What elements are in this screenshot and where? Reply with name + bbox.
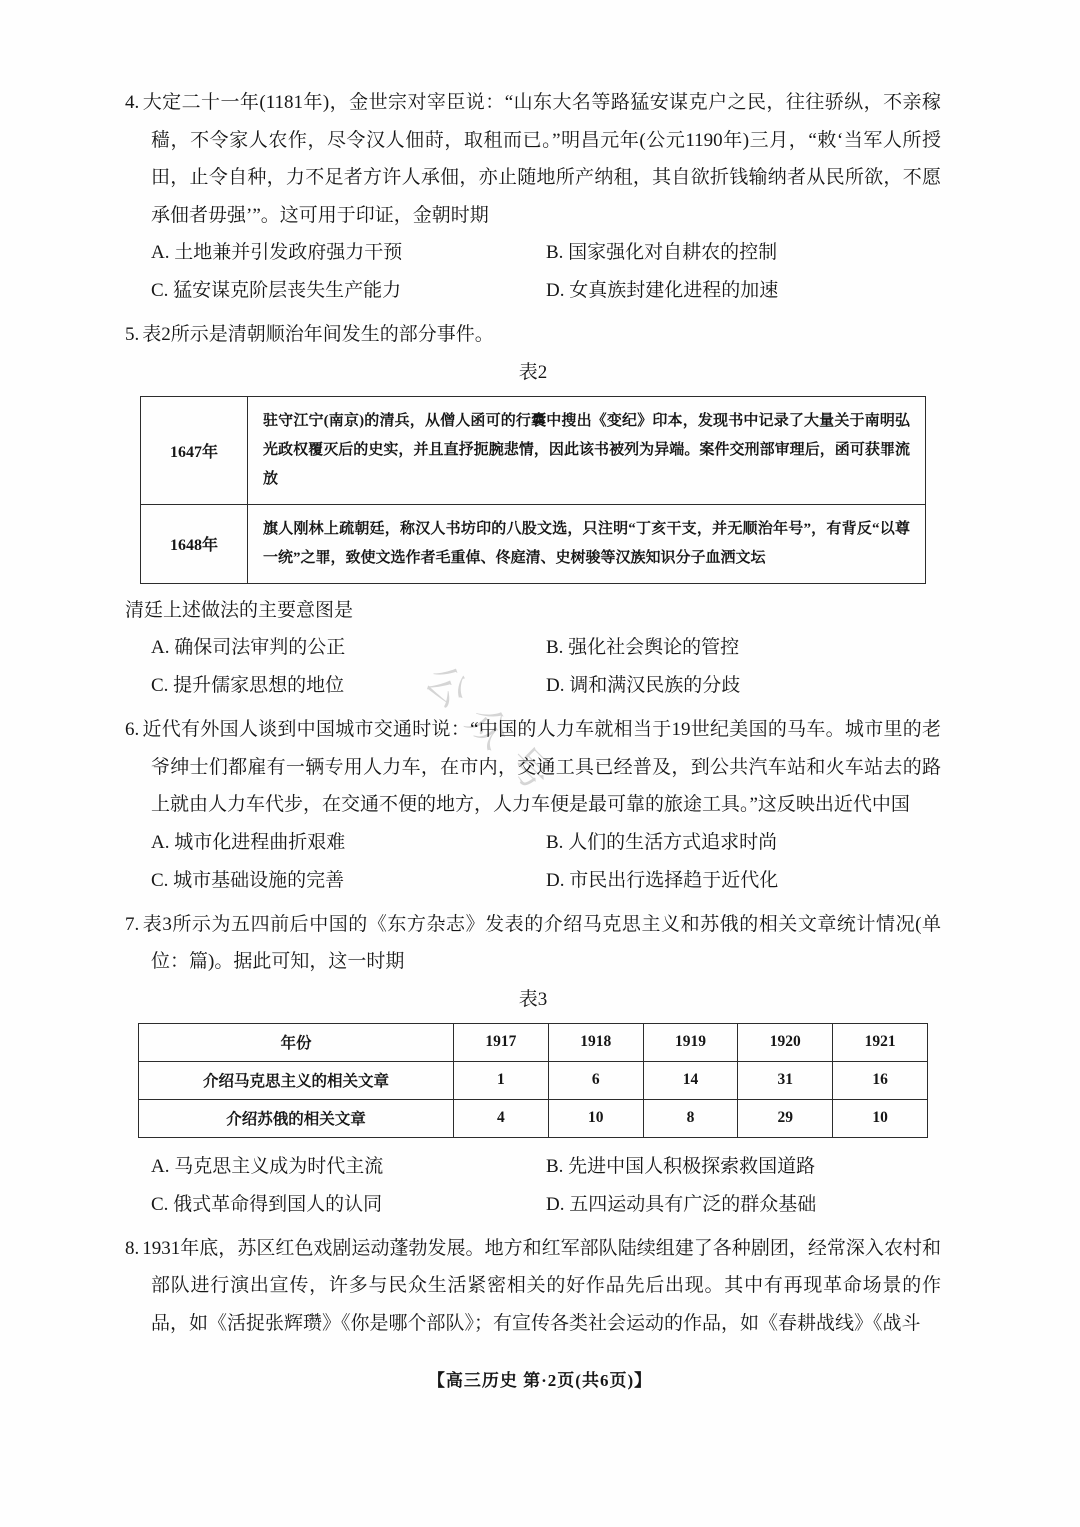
question-4-text: 大定二十一年(1181年)，金世宗对宰臣说：“山东大名等路猛安谋克户之民，往往骄纵，不亲稼穑，不令家人农作，尽令汉人佃莳，取租而已。”明昌元年(公元1190年)三月，“敕‘当军人所授田，止令自种，力不足者方许人承佃，亦止随地所产纳租，其自欲折钱输纳者从民所欲，不愿承佃者毋强’”。这可用于印证，金朝时期 [142, 92, 941, 226]
table-3-cell: 介绍马克思主义的相关文章 [139, 1061, 454, 1099]
question-6-text: 近代有外国人谈到中国城市交通时说：“中国的人力车就相当于19世纪美国的马车。城市里的老爷绅士们都雇有一辆专用人力车，在市内，交通工具已经普及，到公共汽车站和火车站去的路上就由人力车代步，在交通不便的地方，人力车便是最可靠的旅途工具。”这反映出近代中国 [142, 719, 941, 815]
question-5-option-b: B. 强化社会舆论的管控 [546, 637, 740, 658]
table-3-header-cell: 1920 [738, 1023, 833, 1061]
table-3-cell: 29 [738, 1099, 833, 1137]
table-3-header-cell: 1919 [643, 1023, 738, 1061]
question-6-number: 6. [125, 719, 140, 740]
question-5-option-c: C. 提升儒家思想的地位 [151, 675, 345, 696]
question-6-option-b: B. 人们的生活方式追求时尚 [546, 831, 778, 853]
question-7-stem [125, 906, 941, 981]
table-3-soviet-row [139, 1099, 928, 1137]
question-7-option-d: D. 五四运动具有广泛的群众基础 [546, 1193, 817, 1215]
table-3-cell: 10 [833, 1099, 928, 1137]
question-4-option-a: A. 土地兼并引发政府强力干预 [151, 242, 403, 263]
table-3-cell: 介绍苏俄的相关文章 [139, 1099, 454, 1137]
question-5-stem [125, 316, 941, 354]
table-3 [138, 1023, 928, 1138]
question-4-option-c: C. 猛安谋克阶层丧失生产能力 [151, 280, 402, 301]
table-3-cell: 31 [738, 1061, 833, 1099]
question-5 [125, 316, 941, 705]
question-7-option-a: A. 马克思主义成为时代主流 [151, 1155, 384, 1177]
table-3-marxism-row [139, 1061, 928, 1099]
question-6-stem [125, 711, 941, 824]
question-7-options [125, 1148, 941, 1224]
question-5-text: 表2所示是清朝顺治年间发生的部分事件。 [142, 324, 494, 345]
page-footer: 【高三历史 第·2页(共6页)】 [427, 1371, 653, 1390]
watermark: 公众号 [416, 656, 572, 812]
question-6-option-d: D. 市民出行选择趋于近代化 [546, 869, 779, 891]
table-2-caption: 表2 [518, 361, 548, 383]
question-4 [125, 84, 941, 310]
question-7-number: 7. [125, 913, 140, 935]
question-8-text: 1931年底，苏区红色戏剧运动蓬勃发展。地方和红军部队陆续组建了各种剧团，经常深入农村和部队进行演出宣传，许多与民众生活紧密相关的好作品先后出现。其中有再现革命场景的作品，如《活捉张辉瓒》《你是哪个部队》；有宣传各类社会运动的作品，如《春耕战线》《战斗 [142, 1237, 941, 1334]
question-6-option-c: C. 城市基础设施的完善 [151, 869, 345, 891]
table-2-row-1648 [141, 504, 926, 583]
question-7-option-c: C. 俄式革命得到国人的认同 [151, 1193, 383, 1215]
question-5-number: 5. [125, 324, 140, 345]
table-3-header-cell: 1921 [833, 1023, 928, 1061]
question-5-option-a: A. 确保司法审判的公正 [151, 637, 346, 658]
table-3-cell: 14 [643, 1061, 738, 1099]
table-3-cell: 10 [548, 1099, 643, 1137]
table-2-row-1647 [141, 396, 926, 504]
question-7-option-b: B. 先进中国人积极探索救国道路 [546, 1155, 816, 1177]
question-6-options [125, 824, 941, 900]
table-3-header-cell: 1917 [454, 1023, 549, 1061]
table-3-header-cell: 1918 [548, 1023, 643, 1061]
question-8-number: 8. [125, 1237, 140, 1259]
table-3-cell: 16 [833, 1061, 928, 1099]
question-5-option-d: D. 调和满汉民族的分歧 [546, 675, 741, 696]
table-2-year-cell: 1648年 [141, 504, 248, 583]
question-4-option-d: D. 女真族封建化进程的加速 [546, 280, 779, 301]
question-7-text: 表3所示为五四前后中国的《东方杂志》发表的介绍马克思主义和苏俄的相关文章统计情况(单位：篇)。据此可知，这一时期 [142, 913, 941, 972]
question-8-stem [125, 1230, 941, 1343]
table-3-header-cell: 年份 [139, 1023, 454, 1061]
table-3-header-row [139, 1023, 928, 1061]
question-4-options [125, 234, 941, 310]
table-2-event-cell: 驻守江宁(南京)的清兵，从僧人函可的行囊中搜出《变纪》印本，发现书中记录了大量关于南明弘光政权覆灭后的史实，并且直抒扼腕悲情，因此该书被列为异端。案件交刑部审理后，函可获罪流放 [248, 396, 926, 504]
table-2-year-cell: 1647年 [141, 396, 248, 504]
table-2 [140, 396, 926, 584]
question-4-number: 4. [125, 92, 140, 113]
table-3-caption: 表3 [518, 988, 548, 1010]
table-3-cell: 4 [454, 1099, 549, 1137]
table-3-cell: 6 [548, 1061, 643, 1099]
table-3-cell: 1 [454, 1061, 549, 1099]
table-2-event-cell: 旗人刚林上疏朝廷，称汉人书坊印的八股文选，只注明“丁亥干支，并无顺治年号”，有背反“以尊一统”之罪，致使文选作者毛重倬、佟庭清、史树骏等汉族知识分子血洒文坛 [248, 504, 926, 583]
question-5-follow: 清廷上述做法的主要意图是 [125, 599, 354, 621]
question-6 [125, 711, 941, 900]
question-8 [125, 1230, 941, 1343]
question-7 [125, 906, 941, 1224]
question-4-option-b: B. 国家强化对自耕农的控制 [546, 242, 778, 263]
question-4-stem [125, 84, 941, 234]
question-5-options [125, 629, 941, 705]
table-3-cell: 8 [643, 1099, 738, 1137]
question-6-option-a: A. 城市化进程曲折艰难 [151, 831, 346, 853]
page-content [125, 84, 941, 1348]
